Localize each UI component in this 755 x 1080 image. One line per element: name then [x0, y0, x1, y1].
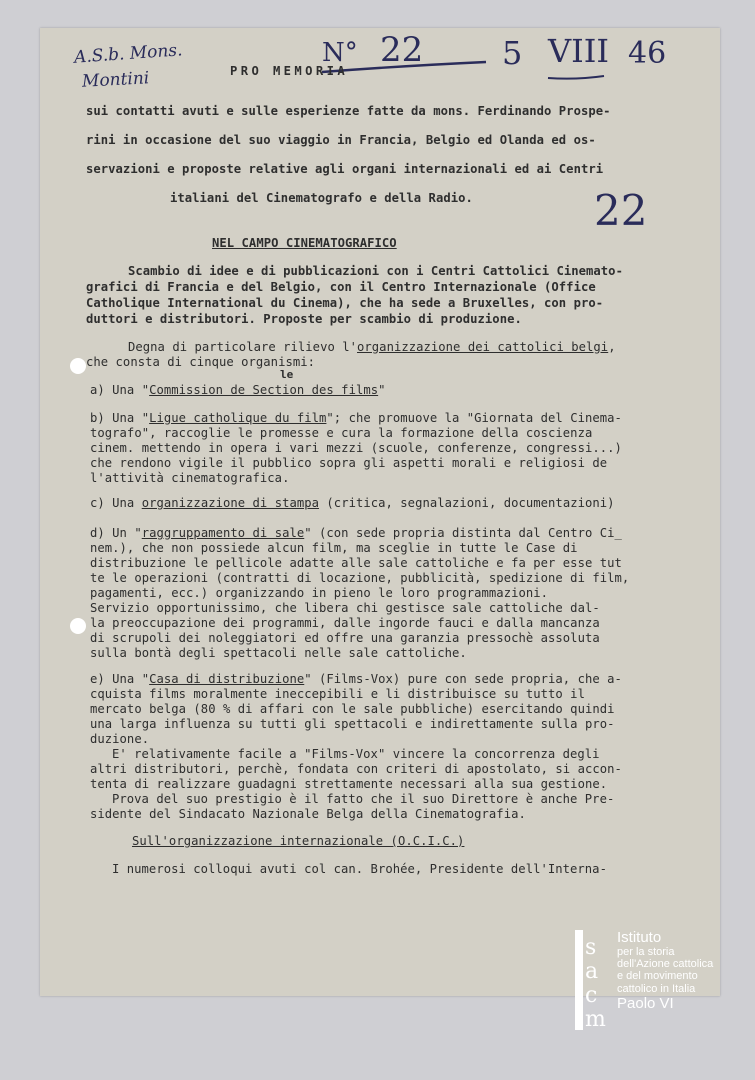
item-d-line: la preoccupazione dei programmi, dalle ingorde fauci e dalla mancanza: [90, 616, 600, 630]
item-e-line: mercato belga (80 % di affari con le sale pubbliche) esercitando quindi: [90, 702, 615, 716]
item-a: a) Una "Commission de Section des films": [90, 383, 386, 397]
item-d-line: distribuzione le pellicole adatte alle sale cattoliche e fa per esse tut: [90, 556, 622, 570]
item-b-line: che rendono vigile il pubblico sopra gli aspetti morali e religiosi de: [90, 456, 608, 470]
punch-hole: [70, 358, 86, 374]
intro-line: rini in occasione del suo viaggio in Francia, Belgio ed Olanda ed os-: [86, 133, 596, 147]
item-d-line: sulla bontà degli spettacoli nelle sale cattoliche.: [90, 646, 467, 660]
handwritten-date-year: 46: [628, 36, 667, 71]
item-c: c) Una organizzazione di stampa (critica, segnalazioni, documentazioni): [90, 496, 615, 510]
watermark-line: e del movimento: [617, 970, 698, 983]
item-b-line: tografo", raccoglie le promesse e cura la formazione della coscienza: [90, 426, 593, 440]
watermark-line: cattolico in Italia: [617, 982, 696, 995]
handwritten-number-prefix: N°: [322, 38, 358, 68]
watermark-line: Istituto: [617, 929, 662, 946]
item-b: b) Una "Ligue catholique du film"; che promuove la "Giornata del Cinema-: [90, 411, 622, 425]
item-e-line: sidente del Sindacato Nazionale Belga della Cinematografia.: [90, 807, 526, 821]
exchange-line: Catholique International du Cinema), che ha sede a Bruxelles, con pro-: [86, 296, 604, 310]
intro-line: italiani del Cinematografo e della Radio.: [170, 191, 473, 205]
svg-text:c: c: [585, 983, 598, 1008]
handwritten-page-number: 22: [594, 186, 648, 235]
watermark-text: [617, 930, 713, 1013]
item-d-line: pagamenti, ecc.) organizzando in pieno le loro programmazioni.: [90, 586, 549, 600]
item-e: e) Una "Casa di distribuzione" (Films-Vox) pure con sede propria, che a-: [90, 672, 622, 686]
svg-text:s: s: [585, 935, 597, 960]
exchange-line: grafici di Francia e del Belgio, con il Centro Internazionale (Office: [86, 280, 596, 294]
item-e-line: altri distributori, perchè, fondata con criteri di apostolato, si accon-: [90, 762, 622, 776]
item-b-line: l'attività cinematografica.: [90, 471, 290, 485]
final-line: I numerosi colloqui avuti col can. Brohée, Presidente dell'Interna-: [112, 862, 607, 876]
section-heading-international: Sull'organizzazione internazionale (O.C.I.C.): [132, 834, 465, 848]
item-d-line: Servizio opportunissimo, che libera chi gestisce sale cattoliche dal-: [90, 601, 600, 615]
item-d-line: te le operazioni (contratti di locazione, pubblicità, spedizione di film,: [90, 571, 630, 585]
item-e-line: E' relativamente facile a "Films-Vox" vincere la concorrenza degli: [112, 747, 600, 761]
item-e-line: tenta di realizzare guadagni strettamente necessari alla sua gestione.: [90, 777, 608, 791]
exchange-line: duttori e distributori. Proposte per scambio di produzione.: [86, 312, 522, 326]
document-page: [40, 28, 720, 996]
handwritten-document-number: 22: [380, 30, 424, 70]
item-a-insertion: le: [280, 368, 294, 381]
watermark-line: Paolo VI: [617, 994, 674, 1012]
item-e-line: Prova del suo prestigio è il fatto che il suo Direttore è anche Pre-: [112, 792, 615, 806]
item-d: d) Un "raggruppamento di sale" (con sede propria distinta dal Centro Ci_: [90, 526, 622, 540]
archive-note-line-2: Montini: [81, 68, 150, 92]
item-e-line: duzione.: [90, 732, 150, 746]
section-heading-cinema: NEL CAMPO CINEMATOGRAFICO: [212, 236, 397, 250]
svg-text:m: m: [585, 1007, 606, 1030]
watermark-line: dell'Azione cattolica: [617, 958, 714, 971]
handwritten-date-month: VIII: [548, 32, 610, 70]
punch-hole: [70, 618, 86, 634]
item-d-line: nem.), che non possiede alcun film, ma sceglie in tutte le Case di: [90, 541, 578, 555]
archive-watermark-logo: [573, 930, 743, 1030]
item-e-line: cquista films moralmente ineccepibili e li distribuisce su tutto il: [90, 687, 585, 701]
watermark-line: per la storia: [617, 946, 675, 958]
handwritten-date-day: 5: [502, 34, 523, 72]
intro-line: servazioni e proposte relative agli organi internazionali ed ai Centri: [86, 162, 604, 176]
svg-text:a: a: [585, 959, 599, 984]
belgian-intro-line: che consta di cinque organismi:: [86, 355, 316, 369]
isacem-monogram-icon: [573, 930, 615, 1030]
item-b-line: cinem. mettendo in opera i vari mezzi (scuole, conferenze, congressi...): [90, 441, 622, 455]
item-e-line: una larga influenza su tutti gli spettacoli e indirettamente sulla pro-: [90, 717, 615, 731]
document-title: PRO MEMORIA: [230, 64, 349, 78]
exchange-line: Scambio di idee e di pubblicazioni con i Centri Cattolici Cinemato-: [128, 264, 623, 278]
intro-line: sui contatti avuti e sulle esperienze fatte da mons. Ferdinando Prospe-: [86, 104, 611, 118]
belgian-intro-line: Degna di particolare rilievo l'organizzazione dei cattolici belgi,: [128, 340, 616, 354]
month-underline: [546, 74, 606, 82]
archive-note-line-1: A.S.b. Mons.: [73, 40, 184, 68]
item-d-line: di scrupoli dei noleggiatori ed offre una garanzia pressochè assoluta: [90, 631, 600, 645]
